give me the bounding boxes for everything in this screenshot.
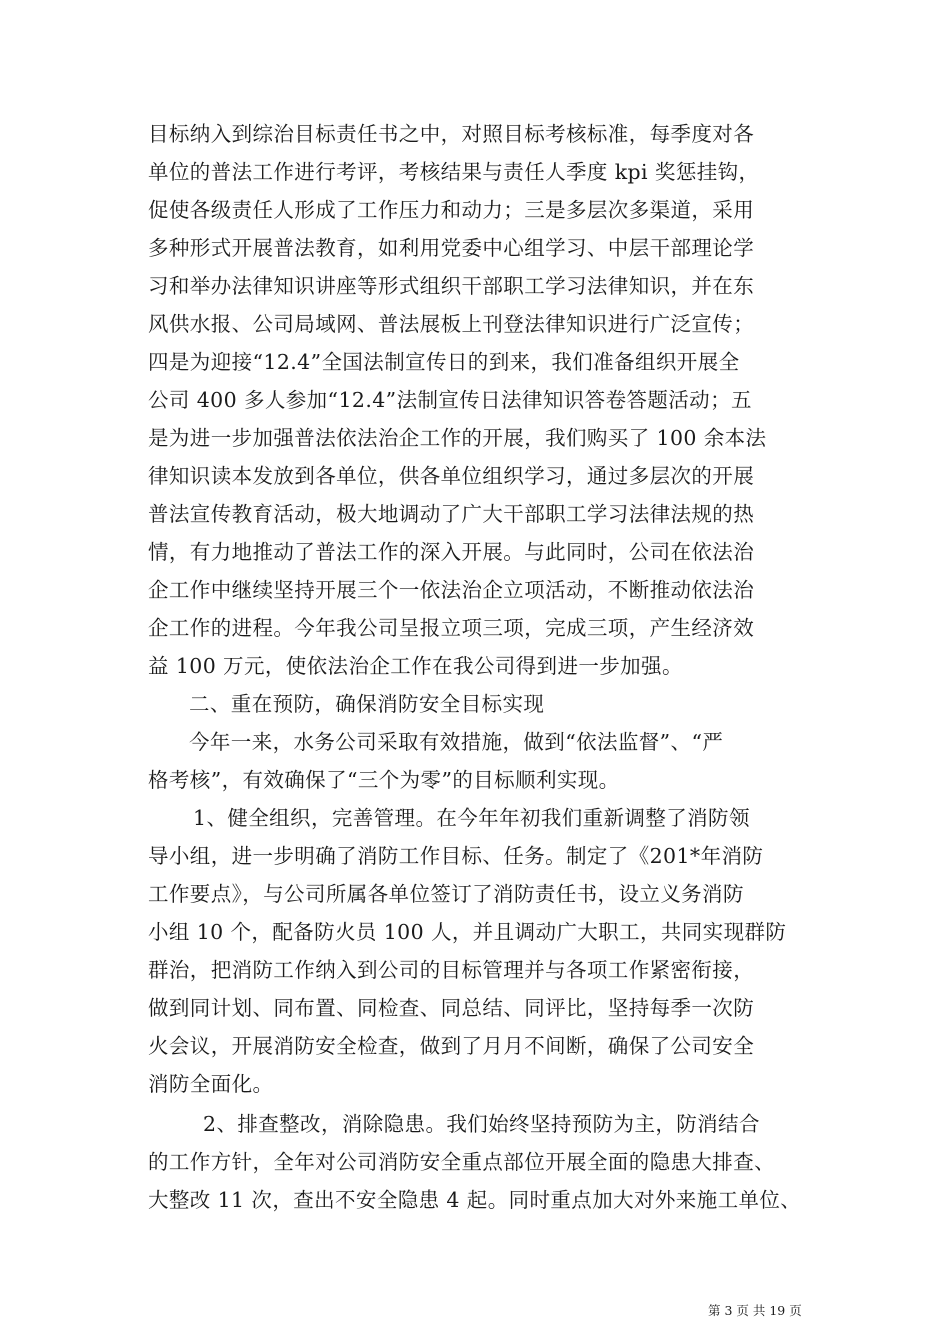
body-text-line: 习和举办法律知识讲座等形式组织干部职工学习法律知识，并在东 (148, 274, 755, 298)
body-text-line: 2、排查整改，消除隐患。我们始终坚持预防为主，防消结合 (203, 1112, 760, 1136)
body-text-line: 格考核”，有效确保了“三个为零”的目标顺利实现。 (148, 768, 620, 792)
body-text-line: 促使各级责任人形成了工作压力和动力；三是多层次多渠道，采用 (148, 198, 755, 222)
body-text-line: 消防全面化。 (148, 1072, 274, 1096)
body-text-line: 单位的普法工作进行考评，考核结果与责任人季度 kpi 奖惩挂钩， (148, 160, 760, 184)
body-text-line: 普法宣传教育活动，极大地调动了广大干部职工学习法律法规的热 (148, 502, 755, 526)
body-text-line: 导小组，进一步明确了消防工作目标、任务。制定了《201*年消防 (148, 844, 764, 868)
body-text-line: 是为进一步加强普法依法治企工作的开展，我们购买了 100 余本法 (148, 426, 767, 450)
body-text-line: 今年一来，水务公司采取有效措施，做到“依法监督”、“严 (189, 730, 724, 754)
body-text-line: 大整改 11 次，查出不安全隐患 4 起。同时重点加大对外来施工单位、 (148, 1188, 802, 1212)
body-text-line: 火会议，开展消防安全检查，做到了月月不间断，确保了公司安全 (148, 1034, 755, 1058)
body-text-line: 益 100 万元，使依法治企工作在我公司得到进一步加强。 (148, 654, 683, 678)
body-text-line: 公司 400 多人参加“12.4”法制宣传日法律知识答卷答题活动；五 (148, 388, 752, 412)
body-text-line: 做到同计划、同布置、同检查、同总结、同评比，坚持每季一次防 (148, 996, 755, 1020)
body-text-line: 律知识读本发放到各单位，供各单位组织学习，通过多层次的开展 (148, 464, 755, 488)
body-text-line: 的工作方针，全年对公司消防安全重点部位开展全面的隐患大排查、 (148, 1150, 775, 1174)
body-text-line: 1、健全组织，完善管理。在今年年初我们重新调整了消防领 (193, 806, 750, 830)
body-text-line: 目标纳入到综治目标责任书之中，对照目标考核标准，每季度对各 (148, 122, 755, 146)
body-text-line: 群治，把消防工作纳入到公司的目标管理并与各项工作紧密衔接， (148, 958, 755, 982)
body-text-line: 小组 10 个，配备防火员 100 人，并且调动广大职工，共同实现群防 (148, 920, 787, 944)
section-heading: 二、重在预防，确保消防安全目标实现 (189, 692, 545, 716)
body-text-line: 工作要点》，与公司所属各单位签订了消防责任书，设立义务消防 (148, 882, 744, 906)
body-text-line: 四是为迎接“12.4”全国法制宣传日的到来，我们准备组织开展全 (148, 350, 740, 374)
body-text-line: 风供水报、公司局域网、普法展板上刊登法律知识进行广泛宣传； (148, 312, 755, 336)
body-text-line: 多种形式开展普法教育，如利用党委中心组学习、中层干部理论学 (148, 236, 755, 260)
body-text-line: 情，有力地推动了普法工作的深入开展。与此同时，公司在依法治 (148, 540, 755, 564)
body-text-line: 企工作的进程。今年我公司呈报立项三项，完成三项，产生经济效 (148, 616, 755, 640)
body-text-line: 企工作中继续坚持开展三个一依法治企立项活动，不断推动依法治 (148, 578, 755, 602)
page-number-footer: 第 3 页 共 19 页 (708, 1303, 802, 1318)
